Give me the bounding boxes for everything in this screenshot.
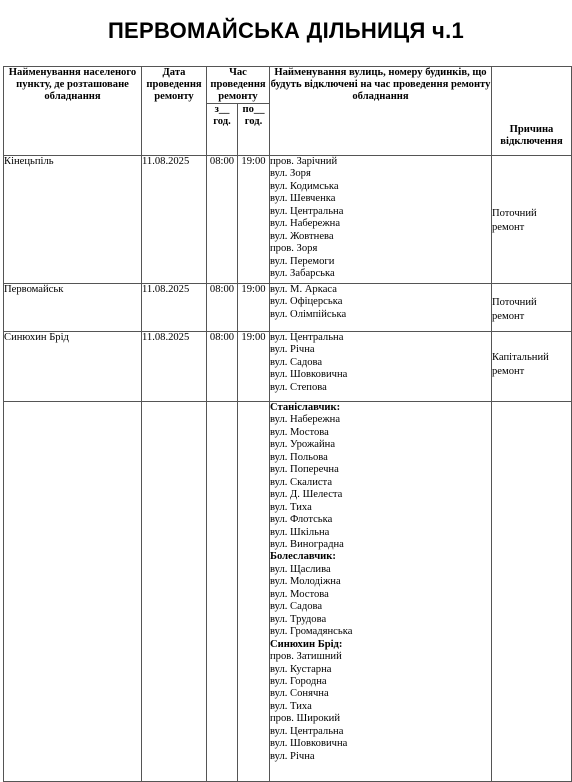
street-item: вул. Скалиста	[270, 476, 333, 488]
street-item: вул. Набережна	[270, 218, 341, 230]
header-date: Дата проведення ремонту	[142, 67, 207, 156]
street-item: вул. Молодіжна	[270, 576, 341, 588]
header-place: Найменування населеного пункту, де розташоване обладнання	[4, 67, 142, 156]
time-from-cell	[207, 402, 238, 782]
street-item: вул. Перемоги	[270, 255, 335, 267]
street-item: вул. Степова	[270, 381, 327, 393]
street-item: вул. Забарська	[270, 268, 335, 280]
table-row	[4, 284, 572, 332]
street-item: вул. Річна	[270, 750, 315, 762]
street-item: пров. Широкий	[270, 713, 340, 725]
street-item: вул. Польова	[270, 451, 328, 463]
streets-cell	[270, 284, 492, 332]
street-item: пров. Затишний	[270, 651, 342, 663]
village-heading: Синюхин Брід:	[270, 638, 343, 650]
street-item: вул. Тиха	[270, 700, 312, 712]
date-cell: 11.08.2025	[142, 284, 207, 332]
date-cell: 11.08.2025	[142, 156, 207, 284]
table-row	[4, 332, 572, 402]
reason-cell	[492, 402, 572, 782]
street-item: вул. Шовковична	[270, 738, 348, 750]
street-item: вул. Центральна	[270, 205, 344, 217]
street-item: вул. Кодимська	[270, 180, 339, 192]
street-item: пров. Зарічний	[270, 156, 338, 167]
time-to-cell	[238, 402, 270, 782]
street-item: вул. Шовковична	[270, 369, 348, 381]
street-item: вул. Центральна	[270, 332, 344, 343]
street-item: вул. Олімпійська	[270, 308, 347, 320]
street-item: вул. Жовтнева	[270, 230, 334, 242]
street-item: вул. Центральна	[270, 725, 344, 737]
street-item: вул. Мостова	[270, 426, 329, 438]
street-item: вул. М. Аркаса	[270, 284, 337, 295]
street-item: вул. Набережна	[270, 414, 341, 426]
place-cell	[4, 402, 142, 782]
street-item: вул. Садова	[270, 601, 323, 613]
street-item: вул. Кустарна	[270, 663, 332, 675]
time-from-cell: 08:00	[207, 284, 238, 332]
header-streets: Найменування вулиць, номеру будинків, що будуть відключені на час проведення ремонту обладнання	[270, 67, 492, 156]
street-item: вул. Урожайна	[270, 439, 336, 451]
streets-cell	[270, 402, 492, 782]
page-title: ПЕРВОМАЙСЬКА ДІЛЬНИЦЯ ч.1	[107, 18, 465, 43]
time-to-cell: 19:00	[238, 284, 270, 332]
header-reason-spacer	[492, 67, 572, 124]
time-from-cell: 08:00	[207, 332, 238, 402]
place-cell: Кінецьпіль	[4, 156, 142, 284]
time-to-cell: 19:00	[238, 332, 270, 402]
street-item: пров. Зоря	[270, 243, 318, 255]
outage-schedule-table	[3, 66, 572, 782]
place-cell: Синюхин Брід	[4, 332, 142, 402]
streets-cell	[270, 156, 492, 284]
time-from-cell: 08:00	[207, 156, 238, 284]
street-item: вул. Поперечна	[270, 464, 339, 476]
reason-cell: Капітальний ремонт	[492, 332, 572, 402]
street-item: вул. Садова	[270, 356, 323, 368]
reason-cell: Поточний ремонт	[492, 284, 572, 332]
street-item: вул. Сонячна	[270, 688, 329, 700]
street-item: вул. Шевченка	[270, 193, 336, 205]
table-row	[4, 402, 572, 782]
header-time-from: з__ год.	[207, 104, 238, 156]
street-item: вул. Мостова	[270, 588, 329, 600]
header-time-to: по__ год.	[238, 104, 270, 156]
village-heading: Болеславчик:	[270, 551, 336, 563]
streets-cell	[270, 332, 492, 402]
street-item: вул. Д. Шелеста	[270, 489, 343, 501]
street-item: вул. Громадянська	[270, 626, 353, 638]
header-time: Час проведення ремонту	[207, 67, 270, 104]
place-cell: Первомайськ	[4, 284, 142, 332]
street-item: вул. Шкільна	[270, 526, 330, 538]
village-heading: Станіславчик:	[270, 402, 341, 413]
street-item: вул. Трудова	[270, 613, 327, 625]
street-item: вул. Зоря	[270, 168, 311, 180]
street-item: вул. Флотська	[270, 514, 333, 526]
street-item: вул. Офіцерська	[270, 296, 343, 308]
street-item: вул. Тиха	[270, 501, 312, 513]
reason-cell: Поточний ремонт	[492, 156, 572, 284]
time-to-cell: 19:00	[238, 156, 270, 284]
header-reason: Причина відключення	[492, 124, 572, 156]
street-item: вул. Виноградна	[270, 538, 344, 550]
street-item: вул. Городна	[270, 675, 327, 687]
street-item: вул. Річна	[270, 344, 315, 356]
date-cell	[142, 402, 207, 782]
table-row	[4, 156, 572, 284]
street-item: вул. Щаслива	[270, 563, 331, 575]
date-cell: 11.08.2025	[142, 332, 207, 402]
